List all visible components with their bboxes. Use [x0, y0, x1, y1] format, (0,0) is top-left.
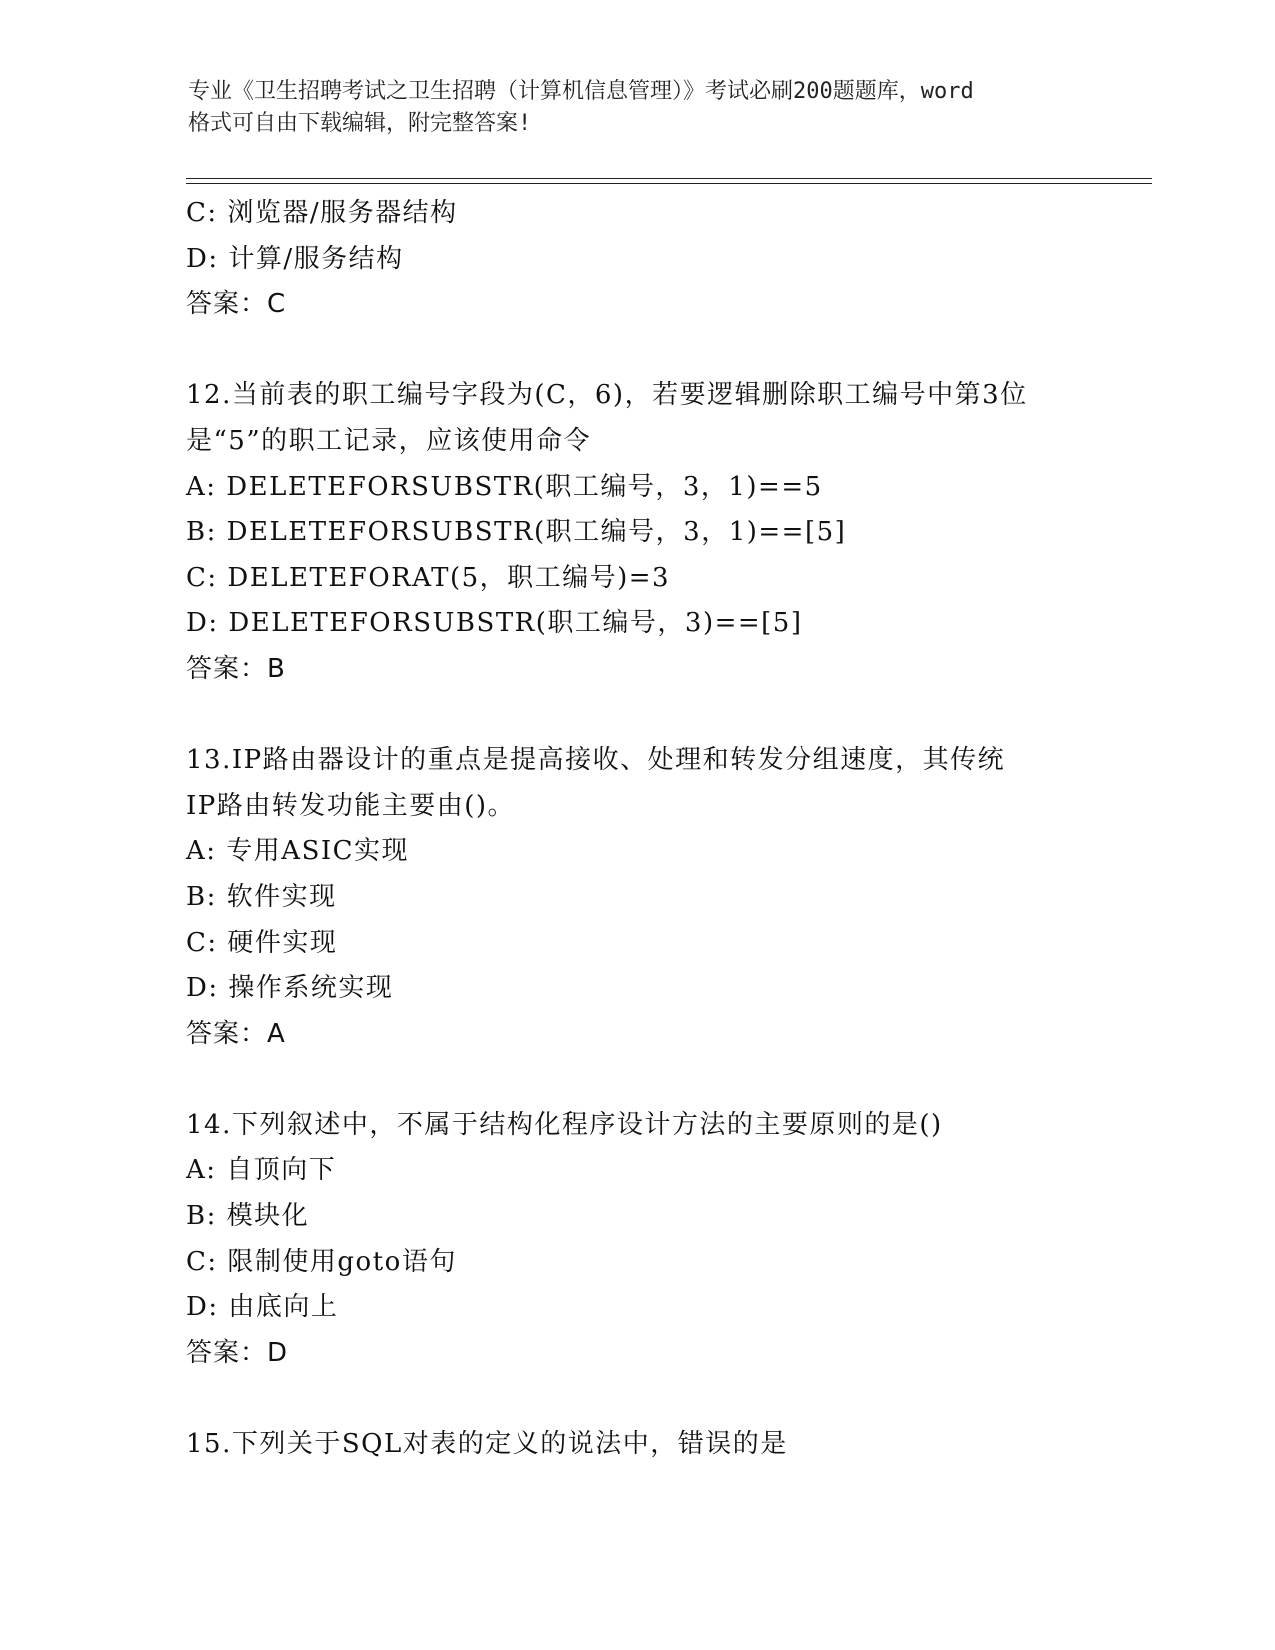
question-12 [186, 373, 1086, 692]
header-divider-bottom [186, 183, 1152, 184]
option-a: A: 自顶向下 [186, 1155, 337, 1186]
question-stem-continued: IP路由转发功能主要由()。 [186, 790, 516, 821]
answer-line: 答案：A [186, 1018, 286, 1049]
question-stem: 14.下列叙述中，不属于结构化程序设计方法的主要原则的是() [186, 1109, 943, 1140]
spacer [186, 1057, 1086, 1103]
question-15 [186, 1422, 1086, 1468]
answer-line: 答案：C [186, 289, 287, 320]
document-header [188, 76, 1088, 140]
option-d: D: 计算/服务结构 [186, 243, 404, 274]
option-c: C: DELETEFORAT(5，职工编号)=3 [186, 562, 671, 593]
spacer [186, 328, 1086, 374]
question-stem: 15.下列关于SQL对表的定义的说法中，错误的是 [186, 1429, 788, 1460]
question-stem: 12.当前表的职工编号字段为(C，6)，若要逻辑删除职工编号中第3位 [186, 380, 1028, 411]
question-stem: 13.IP路由器设计的重点是提高接收、处理和转发分组速度，其传统 [186, 745, 1006, 776]
option-a: A: DELETEFORSUBSTR(职工编号，3，1)==5 [186, 471, 823, 502]
option-b: B: DELETEFORSUBSTR(职工编号，3，1)==[5] [186, 517, 847, 548]
header-title-line-1: 专业《卫生招聘考试之卫生招聘（计算机信息管理）》考试必刷200题题库，word [188, 79, 974, 104]
header-divider-top [186, 178, 1152, 179]
header-title-line-2: 格式可自由下载编辑，附完整答案! [188, 111, 532, 136]
spacer [186, 693, 1086, 739]
option-b: B: 模块化 [186, 1201, 310, 1232]
answer-line: 答案：B [186, 653, 286, 684]
option-c: C: 硬件实现 [186, 927, 338, 958]
option-d: D: 由底向上 [186, 1292, 339, 1323]
option-d: D: DELETEFORSUBSTR(职工编号，3)==[5] [186, 608, 803, 639]
question-11-continued [186, 191, 1086, 328]
spacer [186, 1376, 1086, 1422]
option-c: C: 浏览器/服务器结构 [186, 198, 458, 228]
question-list [186, 191, 1086, 1468]
question-14 [186, 1103, 1086, 1377]
option-c: C: 限制使用goto语句 [186, 1246, 457, 1277]
option-a: A: 专用ASIC实现 [186, 836, 410, 867]
question-13 [186, 738, 1086, 1057]
option-d: D: 操作系统实现 [186, 973, 394, 1004]
question-stem-continued: 是“5”的职工记录，应该使用命令 [186, 425, 592, 456]
answer-line: 答案：D [186, 1337, 289, 1368]
option-b: B: 软件实现 [186, 881, 337, 912]
